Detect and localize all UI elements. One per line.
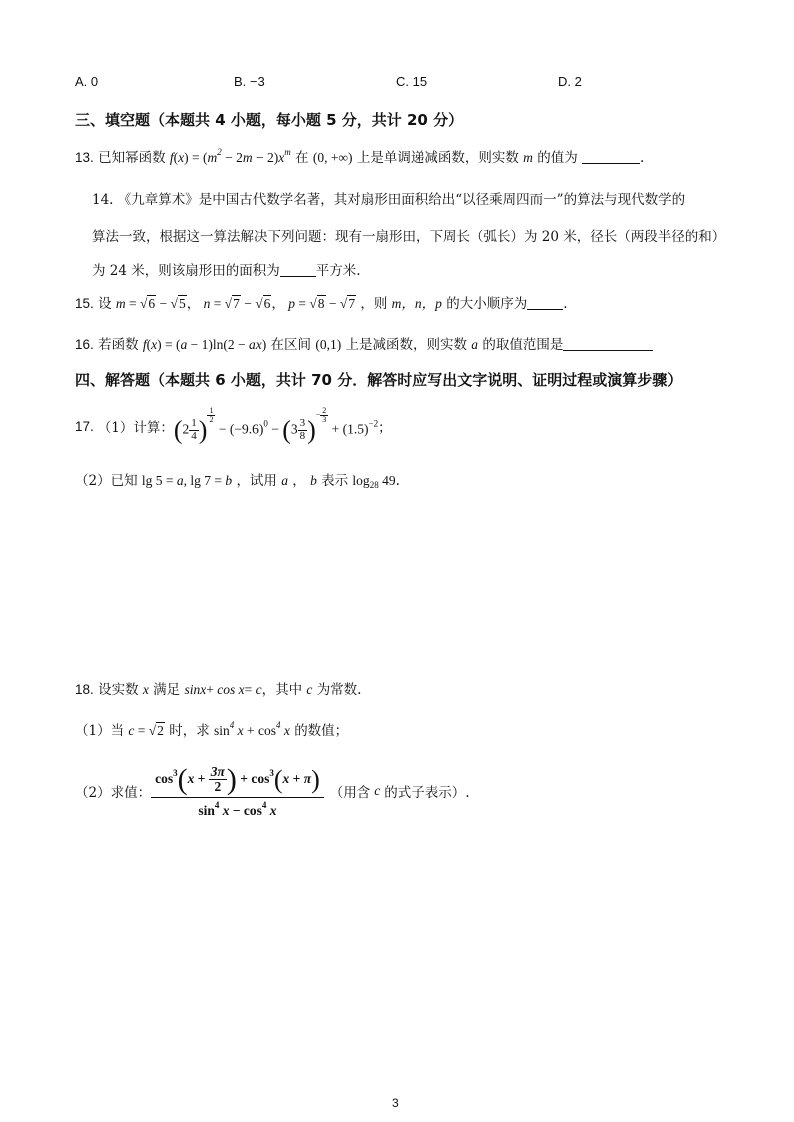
page-number: 3 [392, 1096, 399, 1110]
question-18-condition: sinx+ cos x= c [184, 682, 262, 697]
question-13-text-a: 已知幂函数 [98, 150, 166, 166]
question-16-text-d: 的取值范围是 [482, 337, 564, 353]
question-17-expression: (2 $\frac{1}{4}$ ) $^{\frac{1}{2}}$ − $(-9.6)^0 - (3$ $\frac{3}{8}$ )$^{- \frac{2}{3}}$ + $(1.5)^{-2}$ [173, 405, 379, 445]
question-18 [75, 678, 361, 698]
question-18-fraction: $\cos^3(x$ + $\frac{3\pi}{2}$ ) + $\cos^3(x + \pi)$ $\sin^4 x - \cos^4 x$ [151, 764, 324, 819]
question-15-text-a: 设 [98, 296, 112, 312]
question-18-part-1-expression: $\sin^4 x + \cos^4 x$ [214, 720, 290, 738]
question-18-text-d: 为常数. [316, 682, 362, 698]
question-18-part-2-text-b: 的式子表示）. [384, 785, 470, 801]
question-17-part-2-text-a: （2）已知 [75, 473, 138, 489]
question-15: 15. 设 m = √6 − √5， n = √7 − √6， p = √8 − √7 ，则 m，n，p 的大小顺序为 . [75, 296, 568, 312]
question-13-text-c: 上是单调递减函数，则实数 [356, 150, 519, 166]
answer-blank [280, 262, 316, 277]
question-14-text-a: 为 24 米，则该扇形田的面积为 [92, 263, 280, 279]
section-3-heading: 三、填空题（本题共 4 小题，每小题 5 分，共计 20 分） [75, 111, 464, 129]
question-18-part-1 [75, 719, 348, 739]
question-17-end-mark: ； [378, 420, 392, 436]
question-15-vars: m，n，p [391, 296, 442, 311]
question-17-part-2-text-b: ，试用 [236, 473, 277, 489]
question-17-number: 17. [75, 418, 94, 434]
question-15-text-c: 的大小顺序为 [446, 296, 528, 312]
question-16-text-b: 在区间 [270, 337, 312, 353]
option-b: B. −3 [234, 74, 265, 89]
question-18-part-2-label: （2）求值： [75, 785, 152, 801]
question-13-text-d: 的值为 [537, 150, 578, 166]
question-16-number: 16. [75, 337, 94, 352]
question-14-text-b: 平方米. [315, 263, 361, 279]
question-18-part-1-text-a: （1）当 [75, 723, 125, 739]
question-16-interval: (0,1) [315, 337, 342, 352]
question-15-text-b: ，则 [360, 296, 388, 312]
question-13-var: m [523, 150, 533, 165]
question-17-var-a: a [281, 473, 288, 488]
answer-blank [527, 295, 563, 310]
question-13-formula: $f(x) = (m^2 - 2m - 2)x^m$ [169, 147, 291, 165]
question-16 [75, 333, 653, 353]
question-16-var: a [471, 337, 479, 352]
question-18-part-1-condition: c = √2 [128, 723, 164, 738]
option-d: D. 2 [558, 74, 582, 89]
question-18-text-c: ，其中 [261, 682, 303, 698]
question-18-text-b: 满足 [153, 682, 181, 698]
question-13: 13. 已知幂函数 $f(x) = (m^2 - 2m - 2)x^m$ 在 (0, +∞) 上是单调递减函数，则实数 m 的值为 . [75, 147, 645, 166]
question-17-target: $\log_{28} 49$ [352, 473, 396, 490]
option-a: A. 0 [75, 74, 99, 89]
question-14-line-2: 算法一致，根据这一算法解决下列问题：现有一扇形田，下周长（弧长）为 20 米，径长（两段半径的和） [92, 229, 726, 245]
question-18-part-2-text-a: （用含 [329, 785, 371, 801]
question-18-text-a: 设实数 [98, 682, 139, 698]
question-14-line-3 [92, 259, 361, 279]
question-15-number: 15. [75, 296, 94, 311]
question-18-var-c: c [306, 682, 313, 697]
answer-blank [582, 149, 640, 164]
question-18-part-1-text-c: 的数值； [294, 723, 349, 739]
section-4-heading: 四、解答题（本题共 6 小题，共计 70 分．解答时应写出文字说明、证明过程或演算步骤） [75, 371, 683, 389]
question-17-part-2-sep: ， [292, 473, 306, 489]
question-15-formula: m = √6 − √5， n = √7 − √6， p = √8 − √7 [115, 296, 356, 311]
question-18-part-1-text-b: 时，求 [169, 723, 210, 739]
question-17-part-1 [75, 406, 392, 446]
answer-blank [563, 336, 653, 351]
question-14-line-1: 14. 《九章算术》是中国古代数学名著，其对扇形田面积给出“以径乘周四而一”的算法与现代数学的 [92, 192, 686, 208]
question-16-formula: f(x) = (a − 1)ln(2 − ax) [142, 337, 267, 352]
question-18-part-2-var-c: c [374, 783, 381, 798]
question-13-interval: (0, +∞) [312, 150, 353, 165]
question-16-text-c: 上是减函数，则实数 [345, 337, 467, 353]
question-13-text-b: 在 [295, 150, 309, 166]
question-18-number: 18. [75, 682, 94, 697]
question-17-part-2: （2）已知 lg 5 = a, lg 7 = b ，试用 a ， b 表示 $\log_{28} 49$. [75, 473, 400, 490]
question-18-part-2 [75, 758, 470, 824]
question-17-part-1-label: （1）计算： [97, 420, 174, 436]
question-17-given: lg 5 = a, lg 7 = b [141, 473, 233, 488]
option-c: C. 15 [396, 74, 428, 89]
question-17-part-2-text-c: 表示 [321, 473, 349, 489]
question-16-text-a: 若函数 [98, 337, 139, 353]
question-13-number: 13. [75, 150, 94, 165]
question-17-var-b: b [310, 473, 317, 488]
question-18-var-x: x [142, 682, 149, 697]
